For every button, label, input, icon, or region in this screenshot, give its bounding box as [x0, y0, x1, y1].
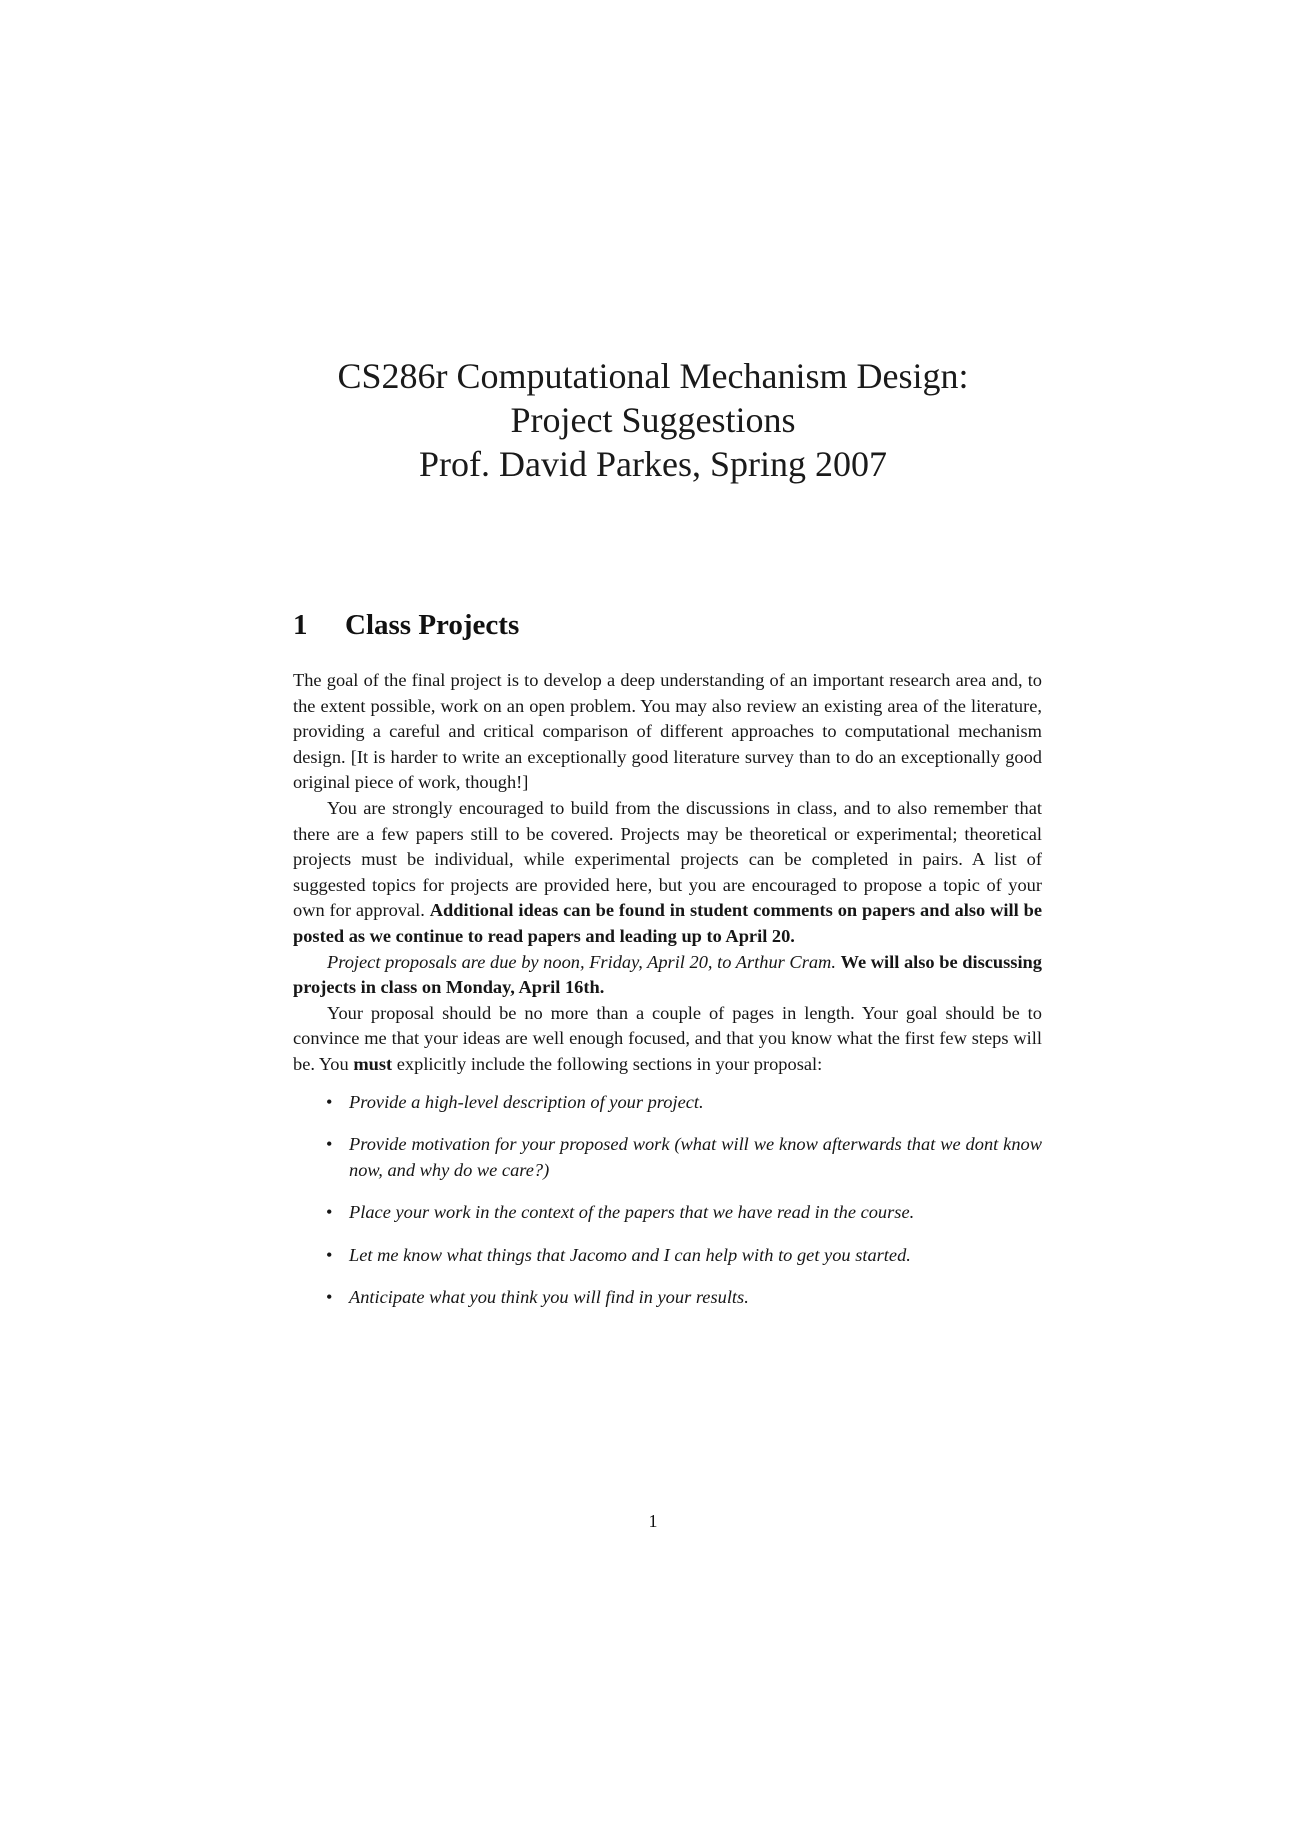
list-item: • Anticipate what you think you will find in your results. [293, 1285, 1042, 1311]
paragraph-proposal [293, 1001, 1042, 1078]
paragraph-goal: The goal of the final project is to develop a deep understanding of an important research area and, to the extent possible, work on an open problem. You may also review an existing area of the literature, providing a careful and critical comparison of different approaches to computational mechanism design. [It is harder to write an exceptionally good literature survey than to do an exceptionally good original piece of work, though!] [293, 670, 1042, 793]
bullet-icon: • [326, 1134, 333, 1155]
list-item: • Provide motivation for your proposed work (what will we know afterwards that we dont know now, and why do we care?) [326, 1134, 1042, 1180]
bullet-icon: • [326, 1287, 333, 1308]
paragraph-deadline [293, 950, 1042, 1001]
paragraph-deadline-bold: We will also be discussing projects in class on Monday, April 16th. [293, 951, 1042, 998]
title-line-subject: Project Suggestions [510, 400, 796, 440]
paragraph-proposal-must: must [353, 1053, 393, 1074]
proposal-requirements-list [293, 1090, 1042, 1312]
section-title: Class Projects [345, 609, 520, 641]
paragraph-proposal-text-1: Your proposal should be no more than a couple of pages in length. Your goal should be to convince me that your ideas are well enough focused, and that you know what the first few steps will be. You [293, 1002, 1042, 1074]
paragraph-encouragement [293, 796, 1042, 950]
page-number: 1 [648, 1511, 658, 1531]
list-item: • Let me know what things that Jacomo and I can help with to get you started. [293, 1243, 1042, 1269]
list-item: • Place your work in the context of the papers that we have read in the course. [293, 1200, 1042, 1226]
title-line-course: CS286r Computational Mechanism Design: [337, 356, 969, 396]
bullet-icon: • [326, 1202, 333, 1223]
document-title [0, 354, 1306, 486]
section-body [293, 668, 1042, 1328]
bullet-icon: • [326, 1244, 333, 1265]
section-number: 1 [293, 609, 308, 641]
paragraph-encouragement-text: You are strongly encouraged to build from the discussions in class, and to also remember that there are a few papers still to be covered. Projects may be theoretical or experimental; theoretical projects must be individual, while experimental projects can be completed in pairs. A list of suggested topics for projects are provided here, but you are encouraged to propose a topic of your own for approval. [293, 797, 1042, 921]
paragraph-proposal-text-2: explicitly include the following sections in your proposal: [396, 1053, 823, 1074]
section-heading [293, 607, 519, 643]
title-line-author: Prof. David Parkes, Spring 2007 [419, 444, 887, 484]
paragraph-deadline-italic: Project proposals are due by noon, Friday, April 20, to Arthur Cram. [327, 951, 836, 972]
list-item: • Provide a high-level description of your project. [293, 1090, 1042, 1116]
bullet-icon: • [326, 1091, 333, 1112]
paragraph-encouragement-bold: Additional ideas can be found in student comments on papers and also will be posted as we continue to read papers and leading up to April 20. [293, 900, 1042, 946]
